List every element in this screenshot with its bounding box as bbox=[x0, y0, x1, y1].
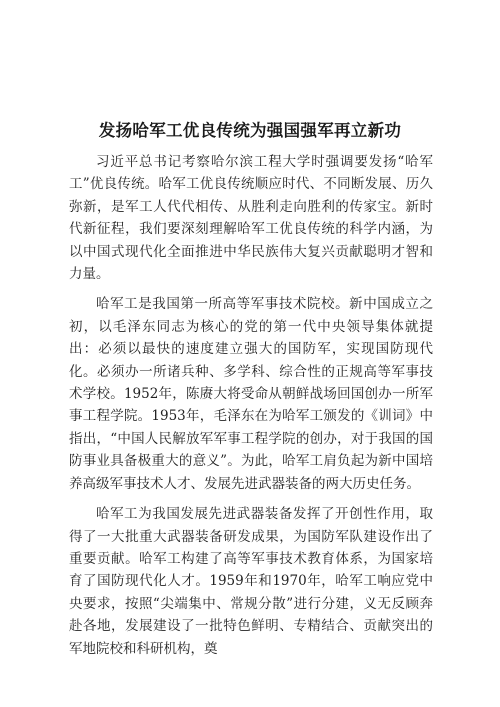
article-body bbox=[69, 151, 433, 660]
paragraph-2: 哈军工是我国第一所高等军事技术院校。新中国成立之初，以毛泽东同志为核心的党的第一代中央领导集体就提出：必须以最快的速度建立强大的国防军，实现国防现代化。必须办一所诸兵种、多学科、综合性的正规高等军事技术学校。1952年，陈赓大将受命从朝鲜战场回国创办一所军事工程学院。1953年，毛泽东在为哈军工颁发的《训词》中指出，“中国人民解放军军事工程学院的创办，对于我国的国防事业具备极重大的意义”。为此，哈军工肩负起为新中国培养高级军事技术人才、发展先进武器装备的两大历史任务。 bbox=[69, 296, 433, 492]
paragraph-3: 哈军工为我国发展先进武器装备发挥了开创性作用，取得了一大批重大武器装备研发成果，为国防军队建设作出了重要贡献。哈军工构建了高等军事技术教育体系，为国家培育了国防现代化人才。1959年和1970年，哈军工响应党中央要求，按照“尖端集中、常规分散”进行分建，义无反顾奔赴各地，发展建设了一批特色鲜明、专精结合、贡献突出的军地院校和科研机构，奠 bbox=[69, 506, 433, 657]
paragraph-1: 习近平总书记考察哈尔滨工程大学时强调要发扬“哈军工”优良传统。哈军工优良传统顺应时代、不同断发展、历久弥新，是军工人代代相传、从胜利走向胜利的传家宝。新时代新征程，我们要深刻理解哈军工优良传统的科学内涵，为以中国式现代化全面推进中华民族伟大复兴贡献聪明才智和力量。 bbox=[69, 154, 433, 283]
article-title: 发扬哈军工优良传统为强国强军再立新功 bbox=[98, 121, 402, 140]
